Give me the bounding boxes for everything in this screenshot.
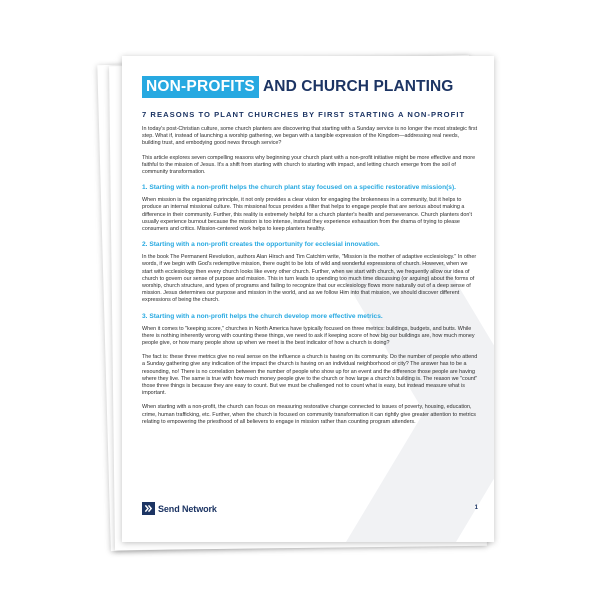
title-rest: AND CHURCH PLANTING <box>262 78 454 95</box>
title-highlight: NON-PROFITS <box>142 76 259 98</box>
send-network-logo <box>142 502 217 515</box>
double-chevron-icon <box>142 502 155 515</box>
section-heading: 2. Starting with a non-profit creates the opportunity for ecclesial innovation. <box>142 241 380 249</box>
page-content <box>142 76 478 426</box>
page-footer <box>142 502 478 516</box>
logo-text: Send Network <box>158 503 217 514</box>
page-number: 1 <box>474 505 478 511</box>
section-paragraph: When it comes to "keeping score," churches in North America have typically focused on three metrics: buildings, budgets, and butts. While there is nothing inherently wrong with counting these things, we need to ask if keeping score of how big our buildings are, how much money people give, or how many people show up when we meet is the best indicator of how a church is doing? <box>142 325 475 347</box>
document-page <box>122 56 494 542</box>
intro-paragraph: This article explores seven compelling reasons why beginning your church plant with a non-profit initiative might be more effective and more faithful to the mission of Jesus. It's a shift from starting with church to starting with impact, and letting church emerge from the soil of community transformation. <box>142 154 476 176</box>
intro-paragraph: In today's post-Christian culture, some church planters are discovering that starting with a Sunday service is no longer the most strategic first step. What if, instead of launching a worship gathering, we began with a tangible expression of the Kingdom—addressing real needs, building trust, and embodying good news through service? <box>142 126 478 147</box>
section-paragraph: The fact is: these three metrics give no real sense on the influence a church is having on its community. Do the number of people who attend a Sunday gathering give any indication of the impact the church is having on an individual neighborhood or city? The answer has to be a resounding, no! There is no correlation between the number of people who show up for an event and the difference those people are having where they live. The same is true with how much money people give to the church or how large a church's building is. The reason we "count" those three things is because they are easy to count. But we must be challenged not to count what is easy, but instead measure what is important. <box>142 354 478 397</box>
page-title <box>142 76 478 98</box>
section-paragraph: In the book The Permanent Revolution, authors Alan Hirsch and Tim Catchim write, "Mission is the mother of adaptive ecclesiology." In other words, if we begin with God's redemptive mission, there ought to be lots of wild and wonderful expressions of church. However, when we start with ecclesiology then every church looks like every other church. Further, when we start with church, we frequently allow our idea of church to govern our sense of purpose and mission. This in turn leads to spending too much time discussing (or arguing) about the forms of worship, church structure, and types of programs and failing to recognize that our ecclesiology flows more naturally out of a deep sense of mission. Jesus determines our purpose and mission in the world, and as we follow Him into that mission, we should discover different expressions of being the church. <box>142 254 477 304</box>
page-subtitle: 7 REASONS TO PLANT CHURCHES BY FIRST STARTING A NON-PROFIT <box>142 110 466 119</box>
section-heading: 3. Starting with a non-profit helps the church develop more effective metrics. <box>142 312 383 320</box>
section-paragraph: When mission is the organizing principle, it not only provides a clear vision for engaging the brokenness in a community, but it helps to produce an internal missional culture. This missional focus provides a filter that helps to engage people that are serious about making a difference in their community. Further, this reality is extremely helpful for a church planter's health and perseverance. Church planters don't usually experience burnout because the mission is too intense, instead they experience exhaustion from the drama of trying to please consumers and critics. Mission-centered work helps to keep planters healthy. <box>142 197 472 233</box>
section-heading: 1. Starting with a non-profit helps the church plant stay focused on a specific restorative mission(s). <box>142 184 456 192</box>
section-paragraph: When starting with a non-profit, the church can focus on measuring restorative change connected to issues of poverty, housing, education, crime, human trafficking, etc. Further, when the church is focused on community transformation it can rightly give greater attention to metrics relating to empowering the priesthood of all believers to engage in mission rather than counting program attenders. <box>142 404 476 425</box>
